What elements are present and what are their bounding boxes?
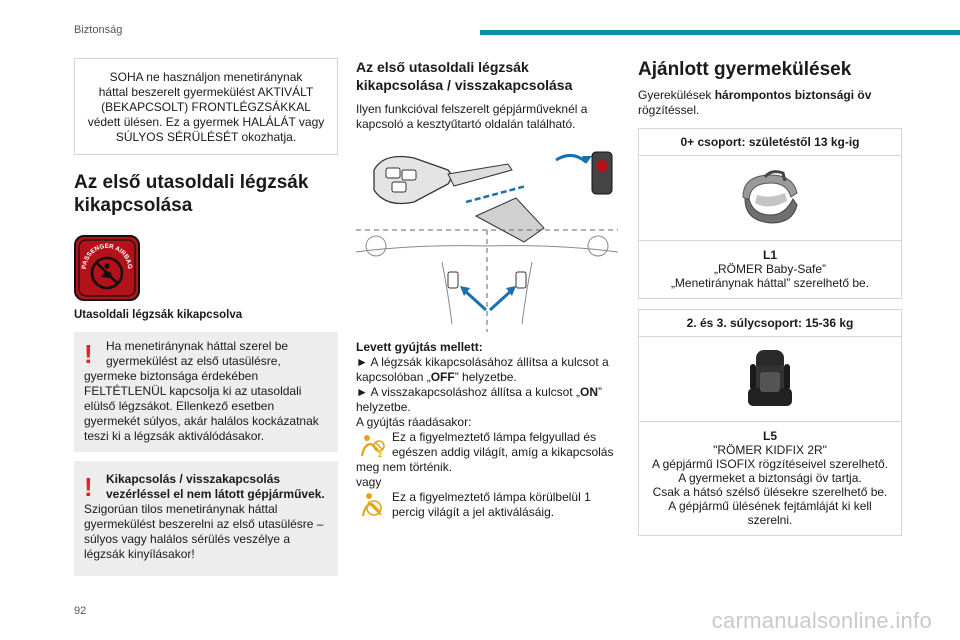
intro-part: rögzítéssel. [638,103,700,117]
header-accent-bar [480,30,960,35]
section-heading-child-seats: Ajánlott gyermekülések [638,59,852,80]
intro-part: Gyerekülések [638,88,715,102]
danger-notice-box [74,58,338,155]
seat-line: Csak a hátsó szélső ülésekre szerelhető be. [652,485,888,499]
step-text: ► A visszakapcsoláshoz állítsa a kulcsot „ [356,385,580,399]
warning-title: Kikapcsolás / visszakapcsolás vezérléssel el nem látott gépjárművek. [106,472,325,501]
table-header: 0+ csoport: születéstől 13 kg-ig [639,129,901,156]
child-seat-table-2 [638,309,902,536]
step-text: ” helyzetbe. [356,385,602,414]
seat-line: A gépjármű ülésének fejtámláját ki kell szerelni. [668,499,872,527]
step-text: ” helyzetbe. [454,370,517,384]
exclamation-icon: ! [84,472,93,502]
baby-seat-image [639,156,901,241]
column-3 [638,58,902,536]
intro-text [638,88,902,118]
warning-text: Ha menetiránynak háttal szerel be gyermekülést az első utasülésre, gyermeke biztonsága érdekében FELTÉTLENÜL kapcsolja ki az utasoldali elülső légzsákot. Ellenkező esetben gyermekét súlyos, akár halálos kockázatnak teszi ki a légzsák aktiválódásakor. [84,339,319,443]
notice-line: (BEKAPCSOLT) FRONTLÉGZSÁKKAL [101,100,311,114]
intro-bold: hárompontos biztonsági öv [714,88,872,102]
seat-line: A gyermeket a biztonsági öv tartja. [678,471,862,485]
intro-text: Ilyen funkcióval felszerelt gépjárműveknél a kapcsoló a kesztyűtartó oldalán található. [356,102,588,131]
on-key: ON [579,385,598,399]
warning-text: Szigorúan tilos menetiránynak háttal gyermekülést beszerelni az első utasülésre – súlyos vagy halálos sérülés veszélye a légzsák kinyílásakor! [84,502,324,561]
ignition-on-title: A gyújtás ráadásakor: [356,415,472,429]
lamp1-text: Ez a figyelmeztető lámpa felgyullad és egészen addig világít, amíg a kikapcsolás meg nem történik. [356,430,614,474]
table-description [639,422,901,535]
passenger-airbag-off-icon [74,235,140,301]
airbag-off-label: Utasoldali légzsák kikapcsolva [74,309,243,321]
step-text: ► A légzsák kikapcsolásához állítsa a kulcsot a kapcsolóban „ [356,355,609,384]
watermark: carmanualsonline.info [711,608,932,633]
seat-code: L1 [762,248,777,262]
exclamation-icon: ! [84,339,93,369]
seat-line: A gépjármű ISOFIX rögzítéseivel szerelhető. [651,457,889,471]
seat-line: „RÖMER Baby-Safe” [713,262,827,276]
table-header: 2. és 3. súlycsoport: 15-36 kg [639,310,901,337]
notice-line: SOHA ne használjon menetiránynak [109,70,303,84]
notice-line: védett ülésen. Ez a gyermek HALÁLÁT vagy [87,115,325,129]
svg-text:2: 2 [378,452,382,458]
seat-code: L5 [762,429,777,443]
table-description [639,241,901,298]
notice-line: háttal beszerelt gyermekülést AKTIVÁLT [98,85,314,99]
ignition-off-title: Levett gyújtás mellett: [356,340,483,354]
seat-line: „Menetiránynak háttal” szerelhető be. [670,276,870,290]
child-seat-table-1 [638,128,902,299]
step-on [356,385,618,415]
section-heading-airbag-toggle: Az első utasoldali légzsák kikapcsolása / visszakapcsolása [356,59,573,93]
lamp2-text: Ez a figyelmeztető lámpa körülbelül 1 percig világít a jel aktiválásáig. [392,490,591,519]
airbag-on-warning-lamp-icon [356,490,388,518]
or-text: vagy [356,475,382,489]
section-heading-airbag-off: Az első utasoldali légzsák kikapcsolása [74,172,309,216]
page-number: 92 [74,605,87,617]
airbag-off-warning-lamp-icon [356,430,388,458]
warning-box [74,461,338,576]
notice-line: SÚLYOS SÉRÜLÉSÉT okozhatja. [115,130,297,144]
column-1 [74,58,338,576]
column-2 [356,58,618,520]
section-title: Biztonság [74,24,123,36]
off-key: OFF [430,370,455,384]
warning-box [74,332,338,452]
airbag-icon-text: PASSENGER AIRBAG [80,242,134,270]
key-switch-illustration [356,142,618,332]
step-off [356,355,618,385]
booster-seat-image [639,337,901,422]
lamp-row-2 [356,490,618,520]
lamp-row-1 [356,430,618,475]
seat-line: "RÖMER KIDFIX 2R" [713,443,827,457]
